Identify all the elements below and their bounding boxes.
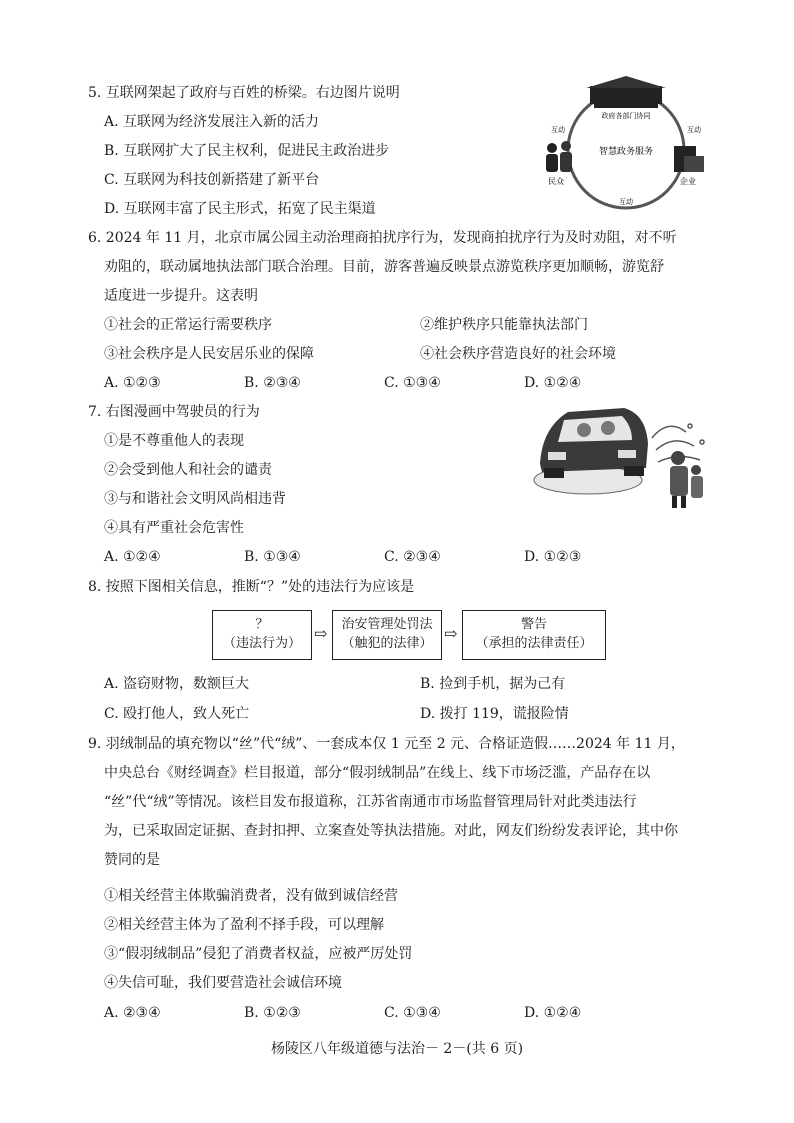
q6-choice-d: D. ①②④	[524, 375, 582, 391]
flow-box-law-bottom: （触犯的法律）	[341, 636, 433, 651]
q6-statement-4: ④社会秩序营造良好的社会环境	[420, 346, 616, 362]
q7-choice-b: B. ①③④	[244, 549, 301, 565]
diagram-top-label: 政府各部门协同	[601, 112, 651, 120]
q7-stem: 7. 右图漫画中驾驶员的行为	[88, 404, 260, 420]
flow-box-violation-bottom: （违法行为）	[222, 636, 301, 651]
q6-statement-1: ①社会的正常运行需要秩序	[104, 317, 272, 333]
q5-option-c: C. 互联网为科技创新搭建了新平台	[104, 172, 320, 188]
diagram-right-label: 企业	[680, 177, 696, 186]
q9-statement-4: ④失信可耻，我们要营造社会诚信环境	[104, 975, 342, 991]
q7-statement-4: ④具有严重社会危害性	[104, 520, 244, 536]
government-building-icon	[586, 76, 666, 108]
q9-choices	[104, 1003, 664, 1023]
flow-arrow-1: ⇨	[314, 624, 328, 643]
q8-option-a: A. 盗窃财物，数额巨大	[104, 676, 250, 692]
q6-stem-line-2: 劝阻的，联动属地执法部门联合治理。目前，游客普遍反映景点游览秩序更加顺畅，游览舒	[104, 259, 664, 275]
q9-stem-line-3: “丝”代“绒”等情况。该栏目发布报道称，江苏省南通市市场监督管理局针对此类违法行	[104, 794, 637, 810]
flow-box-liability	[462, 610, 606, 660]
q7-choice-a: A. ①②④	[104, 549, 161, 565]
car-icon	[540, 408, 648, 478]
diagram-left-label: 民众	[548, 177, 564, 186]
flow-box-law-top: 治安管理处罚法	[341, 617, 433, 632]
q9-choice-c: C. ①③④	[384, 1005, 441, 1021]
q6-statement-3: ③社会秩序是人民安居乐业的保障	[104, 346, 314, 362]
q7-choice-c: C. ②③④	[384, 549, 441, 565]
q9-choice-d: D. ①②④	[524, 1005, 582, 1021]
q7-statement-3: ③与和谐社会文明风尚相违背	[104, 491, 286, 507]
enterprise-icon	[674, 146, 704, 172]
q8-stem: 8. 按照下图相关信息，推断“？”处的违法行为应该是	[88, 579, 415, 595]
q7-choices	[104, 547, 664, 567]
q9-stem-line-2: 中央总台《财经调查》栏目报道，部分“假羽绒制品”在线上、线下市场泛滥，产品存在以	[104, 765, 651, 781]
q6-choices	[104, 373, 664, 393]
q5-option-b: B. 互联网扩大了民主权利，促进民主政治进步	[104, 143, 390, 159]
flow-box-liability-top: 警告	[520, 617, 547, 632]
citizens-icon	[546, 141, 572, 172]
flow-box-violation	[212, 610, 312, 660]
q5-option-a: A. 互联网为经济发展注入新的活力	[104, 114, 320, 130]
q9-choice-b: B. ①②③	[244, 1005, 301, 1021]
smart-government-diagram	[538, 76, 714, 216]
q6-choice-a: A. ①②③	[104, 375, 161, 391]
q6-choice-b: B. ②③④	[244, 375, 301, 391]
diagram-arrow-bottom-label: 互动	[619, 198, 633, 206]
diagram-arrow-right-label: 互动	[687, 126, 701, 134]
q9-statement-2: ②相关经营主体为了盈利不择手段，可以理解	[104, 917, 384, 933]
car-splash-cartoon	[528, 398, 716, 510]
q6-choice-c: C. ①③④	[384, 375, 441, 391]
q9-statement-1: ①相关经营主体欺骗消费者，没有做到诚信经营	[104, 888, 398, 904]
flow-arrow-2: ⇨	[444, 624, 458, 643]
q5-option-d: D. 互联网丰富了民主形式，拓宽了民主渠道	[104, 201, 376, 217]
diagram-arrow-left-label: 互动	[551, 126, 565, 134]
q6-stem-line-1: 6. 2024 年 11 月，北京市属公园主动治理商拍扰序行为，发现商拍扰序行为及时劝阻，对不听	[88, 230, 677, 246]
page-footer: 杨陵区八年级道德与法治－ 2－(共 6 页)	[270, 1041, 524, 1057]
q9-choice-a: A. ②③④	[104, 1005, 161, 1021]
q8-option-d: D. 拨打 119，谎报险情	[420, 706, 569, 722]
q8-option-b: B. 捡到手机，据为己有	[420, 676, 566, 692]
flow-box-law	[332, 610, 442, 660]
q8-option-c: C. 殴打他人，致人死亡	[104, 706, 250, 722]
q9-stem-line-4: 为，已采取固定证据、查封扣押、立案查处等执法措施。对此，网友们纷纷发表评论，其中你	[104, 823, 678, 839]
q9-stem-line-1: 9. 羽绒制品的填充物以“丝”代“绒”、一套成本仅 1 元至 2 元、合格证造假……2024 年 11 月，	[88, 736, 685, 752]
diagram-center-label: 智慧政务服务	[598, 147, 654, 157]
q5-stem: 5. 互联网架起了政府与百姓的桥梁。右边图片说明	[88, 85, 400, 101]
q9-statement-3: ③“假羽绒制品”侵犯了消费者权益，应被严厉处罚	[104, 946, 413, 962]
q6-statement-2: ②维护秩序只能靠执法部门	[420, 317, 588, 333]
flow-box-liability-bottom: （承担的法律责任）	[475, 636, 593, 651]
q9-stem-line-5: 赞同的是	[104, 852, 160, 868]
flow-box-violation-top: ？	[255, 617, 269, 632]
q7-choice-d: D. ①②③	[524, 549, 582, 565]
q7-statement-1: ①是不尊重他人的表现	[104, 433, 244, 449]
q6-stem-line-3: 适度进一步提升。这表明	[104, 288, 258, 304]
q7-statement-2: ②会受到他人和社会的谴责	[104, 462, 272, 478]
